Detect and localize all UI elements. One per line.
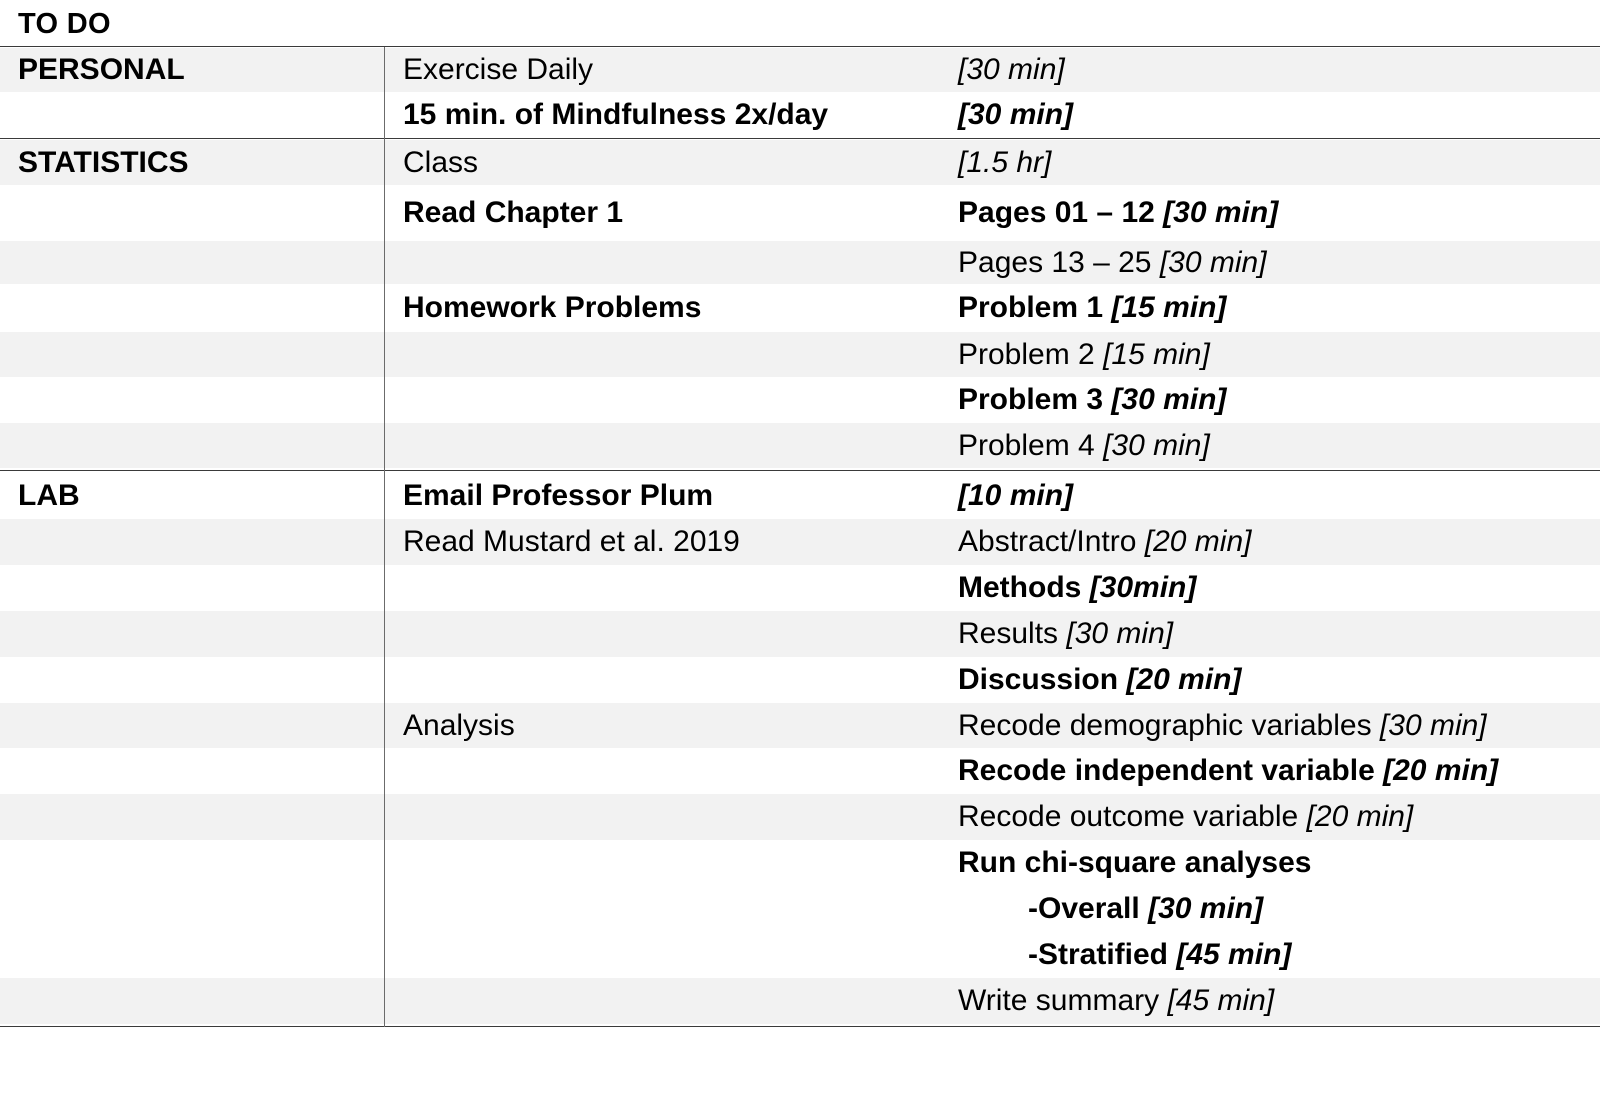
duration-estimate: [20 min] bbox=[1306, 800, 1414, 833]
table-row bbox=[0, 886, 1600, 932]
duration-estimate: [1.5 hr] bbox=[958, 145, 1052, 179]
duration-estimate: [10 min] bbox=[958, 478, 1074, 512]
task-label: Analysis bbox=[403, 708, 515, 742]
task-detail bbox=[958, 519, 1251, 565]
table-row bbox=[0, 332, 1600, 377]
detail-text: Problem 3 bbox=[958, 383, 1104, 416]
task-detail bbox=[958, 423, 1210, 468]
task-detail bbox=[958, 92, 1073, 138]
duration-estimate: [30 min] bbox=[1148, 892, 1264, 925]
table-row bbox=[0, 978, 1600, 1024]
duration-estimate: [30 min] bbox=[1111, 383, 1227, 416]
table-row bbox=[0, 284, 1600, 332]
task-detail bbox=[958, 565, 1196, 611]
page-title: TO DO bbox=[18, 8, 111, 40]
detail-text: -Stratified bbox=[1028, 938, 1169, 971]
table-row bbox=[0, 92, 1600, 138]
table-row bbox=[0, 185, 1600, 241]
section-divider bbox=[0, 1026, 1600, 1027]
detail-text: Methods bbox=[958, 571, 1082, 604]
task-detail bbox=[1028, 932, 1291, 978]
section-divider bbox=[0, 138, 1600, 139]
table-row bbox=[0, 932, 1600, 978]
duration-estimate: [30 min] bbox=[1103, 428, 1210, 462]
table-row bbox=[0, 377, 1600, 423]
table-row bbox=[0, 611, 1600, 657]
duration-estimate: [15 min] bbox=[1103, 337, 1210, 371]
duration-estimate: [30 min] bbox=[1159, 245, 1267, 279]
table-row bbox=[0, 657, 1600, 703]
table-row bbox=[0, 48, 1600, 92]
task-label: Email Professor Plum bbox=[403, 478, 714, 512]
detail-text: Pages 01 – 12 bbox=[958, 196, 1155, 229]
table-row bbox=[0, 703, 1600, 748]
task-detail bbox=[958, 472, 1073, 519]
task-detail bbox=[958, 332, 1210, 377]
table-row bbox=[0, 840, 1600, 886]
detail-text: Problem 2 bbox=[958, 337, 1095, 371]
duration-estimate: [20 min] bbox=[1144, 525, 1252, 558]
task-detail bbox=[958, 657, 1241, 703]
section-divider bbox=[0, 470, 1600, 471]
task-detail bbox=[958, 748, 1498, 794]
task-label: Homework Problems bbox=[403, 291, 702, 324]
duration-estimate: [45 min] bbox=[1176, 938, 1292, 971]
detail-text: Abstract/Intro bbox=[958, 525, 1137, 558]
duration-estimate: [20 min] bbox=[1383, 754, 1499, 787]
section-divider bbox=[0, 46, 1600, 47]
task-detail bbox=[958, 703, 1487, 748]
detail-text: Write summary bbox=[958, 984, 1160, 1017]
task-detail bbox=[958, 840, 1311, 886]
detail-text: Run chi-square analyses bbox=[958, 846, 1312, 879]
detail-text: Problem 4 bbox=[958, 428, 1095, 462]
detail-text: Recode outcome variable bbox=[958, 800, 1299, 833]
task-label: 15 min. of Mindfulness 2x/day bbox=[403, 98, 829, 131]
table-row bbox=[0, 472, 1600, 519]
detail-text: -Overall bbox=[1028, 892, 1140, 925]
task-detail bbox=[958, 241, 1267, 284]
task-label: Read Mustard et al. 2019 bbox=[403, 525, 740, 558]
detail-text: Recode independent variable bbox=[958, 754, 1375, 787]
duration-estimate: [20 min] bbox=[1126, 663, 1242, 696]
task-label: Class bbox=[403, 145, 479, 179]
task-detail bbox=[958, 48, 1065, 92]
duration-estimate: [30min] bbox=[1089, 571, 1197, 604]
detail-text: Pages 13 – 25 bbox=[958, 245, 1152, 279]
column-divider bbox=[384, 47, 385, 1027]
table-row bbox=[0, 241, 1600, 284]
task-detail bbox=[958, 611, 1173, 657]
task-detail bbox=[958, 794, 1413, 840]
task-label: Read Chapter 1 bbox=[403, 196, 624, 229]
task-detail bbox=[1028, 886, 1263, 932]
detail-text: Discussion bbox=[958, 663, 1119, 696]
section-label: LAB bbox=[18, 478, 80, 512]
table-row bbox=[0, 140, 1600, 185]
task-detail bbox=[958, 377, 1226, 423]
task-detail bbox=[958, 284, 1226, 332]
detail-text: Problem 1 bbox=[958, 291, 1104, 324]
task-label: Exercise Daily bbox=[403, 53, 594, 86]
task-detail bbox=[958, 140, 1051, 185]
duration-estimate: [30 min] bbox=[1379, 708, 1487, 742]
detail-text: Recode demographic variables bbox=[958, 708, 1372, 742]
section-label: PERSONAL bbox=[18, 53, 185, 86]
duration-estimate: [15 min] bbox=[1111, 291, 1227, 324]
detail-text: Results bbox=[958, 617, 1059, 650]
table-row bbox=[0, 423, 1600, 468]
table-row bbox=[0, 565, 1600, 611]
task-detail bbox=[958, 185, 1278, 241]
table-row bbox=[0, 748, 1600, 794]
duration-estimate: [45 min] bbox=[1167, 984, 1275, 1017]
table-row bbox=[0, 519, 1600, 565]
duration-estimate: [30 min] bbox=[958, 98, 1074, 131]
duration-estimate: [30 min] bbox=[1163, 196, 1279, 229]
duration-estimate: [30 min] bbox=[958, 53, 1065, 86]
table-row bbox=[0, 794, 1600, 840]
section-label: STATISTICS bbox=[18, 145, 189, 179]
duration-estimate: [30 min] bbox=[1066, 617, 1174, 650]
task-detail bbox=[958, 978, 1274, 1024]
